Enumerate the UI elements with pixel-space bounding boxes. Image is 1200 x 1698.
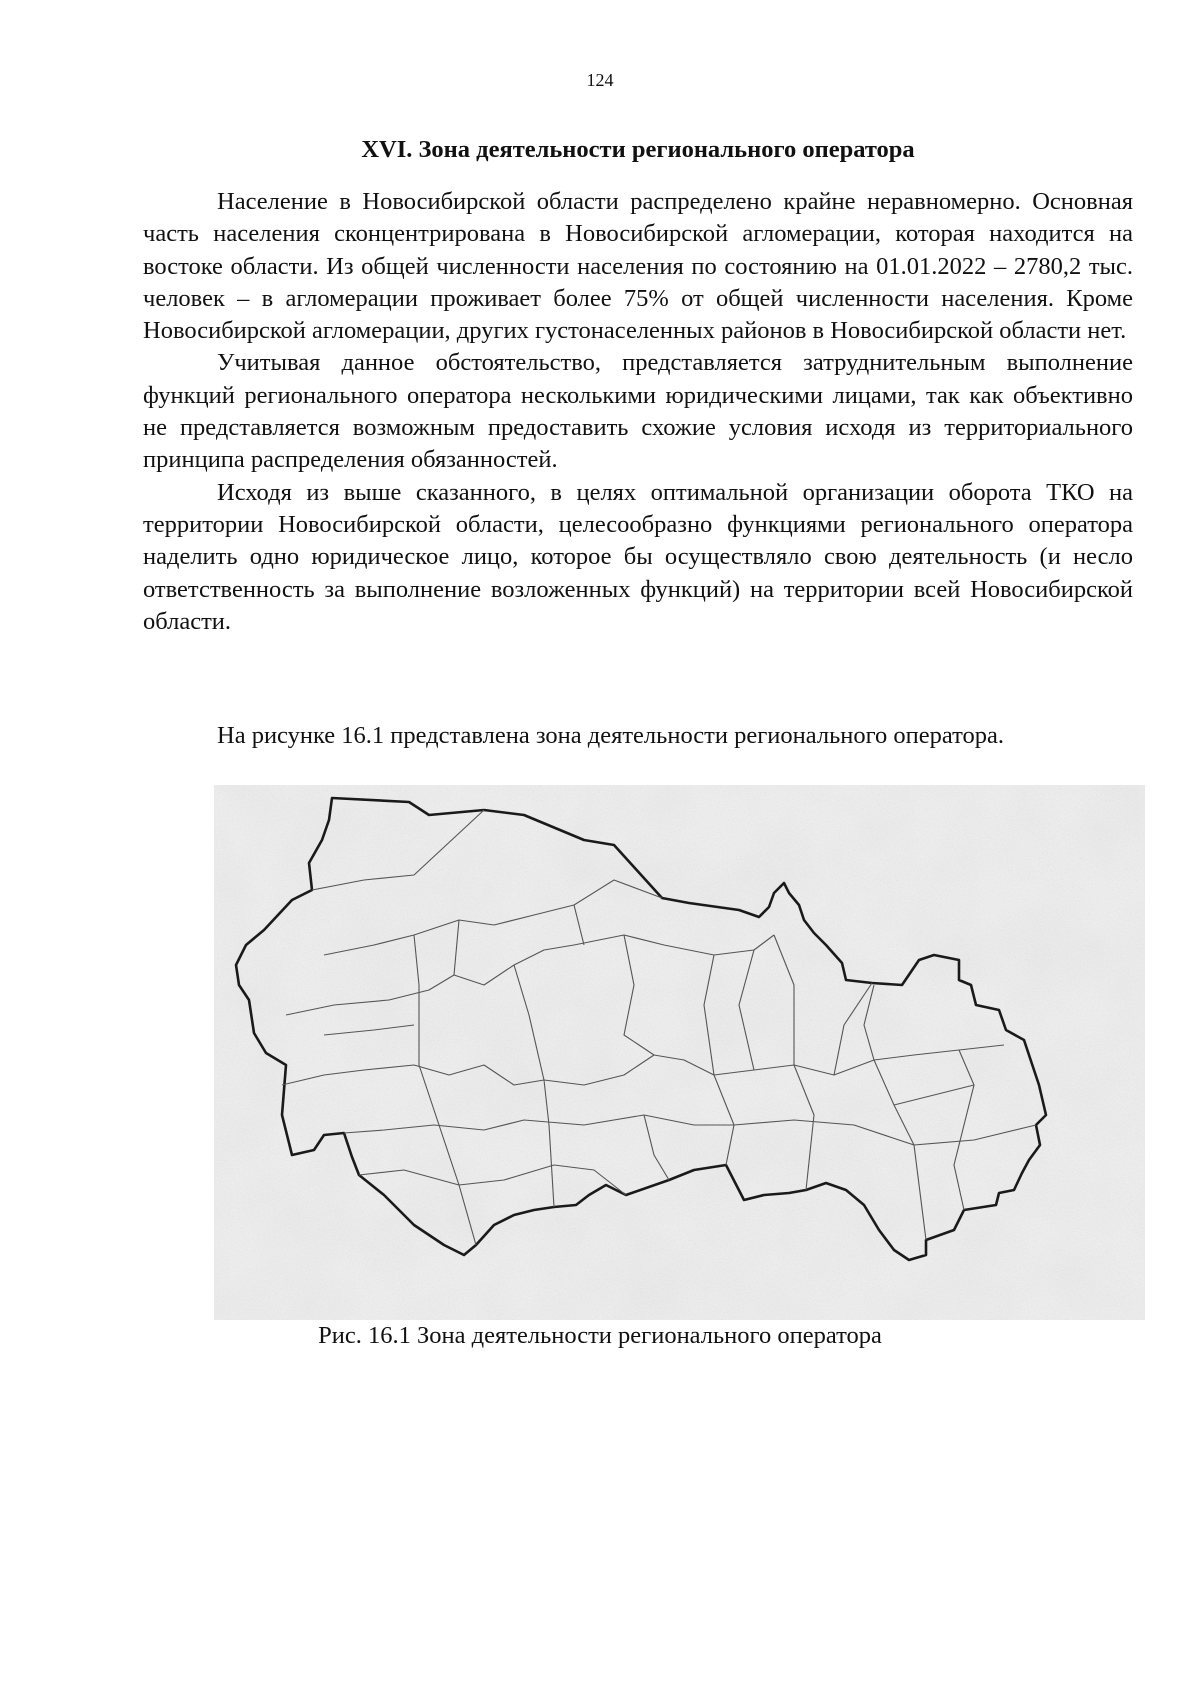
figure-caption: Рис. 16.1 Зона деятельности регионального оператора [318, 1322, 882, 1349]
paragraph: Исходя из выше сказанного, в целях оптимальной организации оборота ТКО на территории Новосибирской области, целесообразно функциями регионального оператора наделить одно юридическое лицо, которое бы осуществляло свою деятельность (и несло ответственность за выполнение возложенных функций) на территории всей Новосибирской области. [143, 478, 1133, 635]
region-map-svg [214, 785, 1145, 1320]
paragraph: Учитывая данное обстоятельство, представляется затруднительным выполнение функций регионального оператора несколькими юридическими лицами, так как объективно не представляется возможным предоставить схожие условия исходя из территориального принципа распределения обязанностей. [143, 349, 1133, 474]
section-title: XVI. Зона деятельности регионального оператора [361, 136, 915, 163]
page-number: 124 [586, 70, 614, 90]
figure-intro: На рисунке 16.1 представлена зона деятельности регионального оператора. [217, 722, 1005, 749]
map-noise [214, 785, 1145, 1320]
body-text [143, 186, 1133, 638]
region-map [214, 785, 1145, 1320]
paragraph: Население в Новосибирской области распределено крайне неравномерно. Основная часть населения сконцентрирована в Новосибирской агломерации, которая находится на востоке области. Из общей численности населения по состоянию на 01.01.2022 – 2780,2 тыс. человек – в агломерации проживает более 75% от общей численности населения. Кроме Новосибирской агломерации, других густонаселенных районов в Новосибирской области нет. [143, 188, 1133, 345]
